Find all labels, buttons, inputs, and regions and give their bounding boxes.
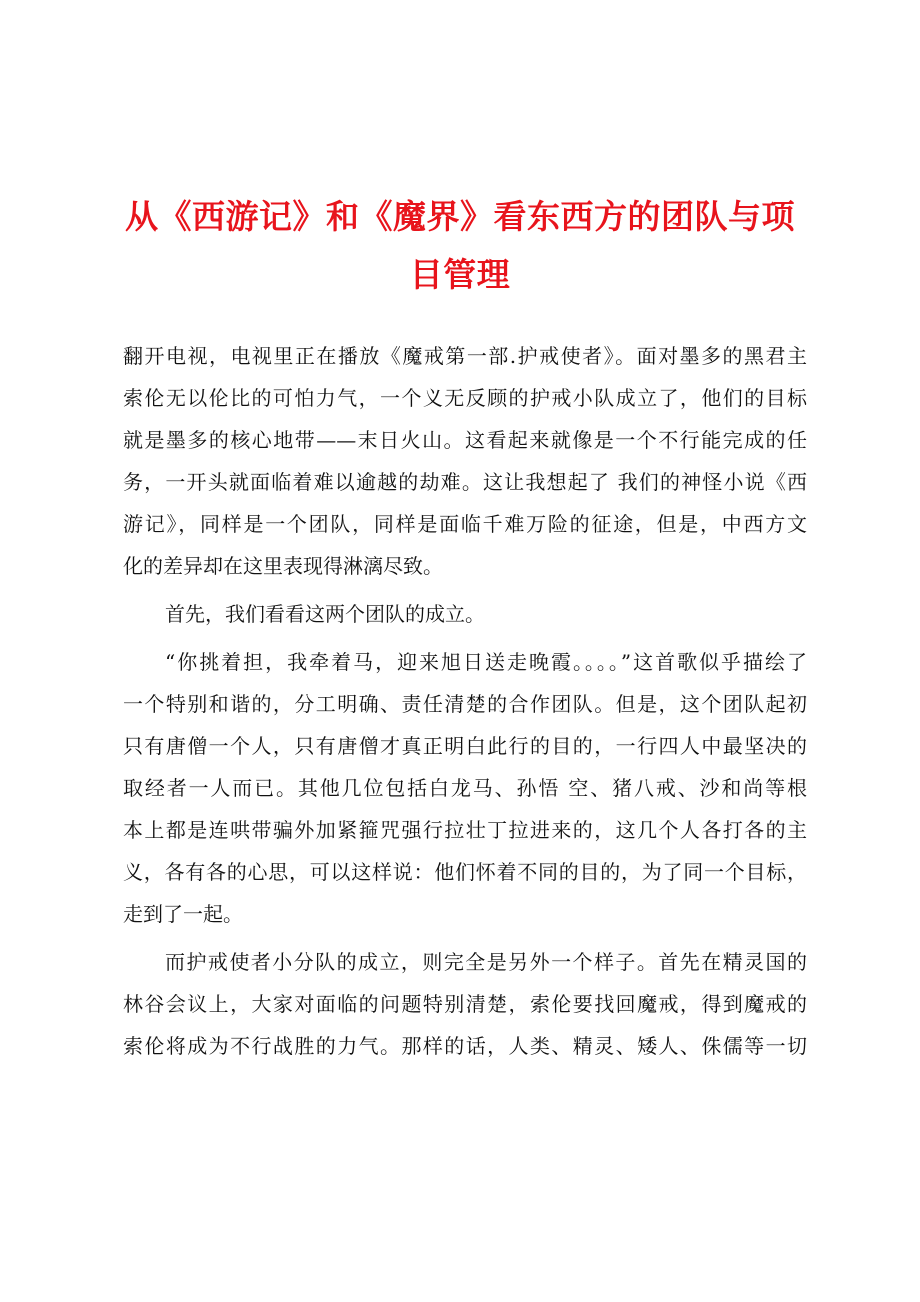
paragraph [123, 641, 807, 935]
text-line: 首先，我们看看这两个团队的成立。 [165, 602, 485, 626]
text-line: 务，一开头就面临着难以逾越的劫难。这让我想起了 我们的神怪小说《西 [123, 470, 807, 494]
text-line: 就是墨多的核心地带——末日火山。这看起来就像是一个不行能完成的任 [123, 428, 807, 452]
paragraph [123, 593, 807, 635]
document-title [110, 188, 810, 304]
paragraph [123, 941, 807, 1067]
text-line: 化的差异却在这里表现得淋漓尽致。 [123, 554, 443, 578]
text-line: 索伦无以伦比的可怕力气，一个义无反顾的护戒小队成立了，他们的目标 [123, 386, 807, 410]
text-line: 一个特别和谐的，分工明确、责任清楚的合作团队。但是，这个团队起初 [123, 692, 807, 716]
title-line: 从《西游记》和《魔界》看东西方的团队与项 [125, 197, 795, 236]
text-line: 索伦将成为不行战胜的力气。那样的话，人类、精灵、矮人、侏儒等一切 [123, 1034, 807, 1058]
title-line: 目管理 [409, 255, 511, 294]
text-line: 林谷会议上，大家对面临的问题特别清楚，索伦要找回魔戒，得到魔戒的 [123, 992, 807, 1016]
document-body [123, 335, 807, 1067]
text-line: 而护戒使者小分队的成立，则完全是另外一个样子。首先在精灵国的 [165, 950, 807, 974]
text-line: 只有唐僧一个人，只有唐僧才真正明白此行的目的，一行四人中最坚决的 [123, 734, 807, 758]
text-line: 走到了一起。 [123, 902, 243, 926]
text-line: “你挑着担，我牵着马，迎来旭日送走晚霞。。。。”这首歌似乎描绘了 [165, 650, 807, 674]
text-line: 取经者一人而已。其他几位包括白龙马、孙悟 空、猪八戒、沙和尚等根 [123, 776, 807, 800]
paragraph [123, 335, 807, 587]
text-line: 义，各有各的心思，可以这样说：他们怀着不同的目的，为了同一个目标， [123, 860, 807, 884]
text-line: 翻开电视，电视里正在播放《魔戒第一部.护戒使者》。面对墨多的黑君主 [123, 344, 807, 368]
text-line: 本上都是连哄带骗外加紧箍咒强行拉壮丁拉进来的，这几个人各打各的主 [123, 818, 807, 842]
text-line: 游记》，同样是一个团队，同样是面临千难万险的征途，但是，中西方文 [123, 512, 807, 536]
